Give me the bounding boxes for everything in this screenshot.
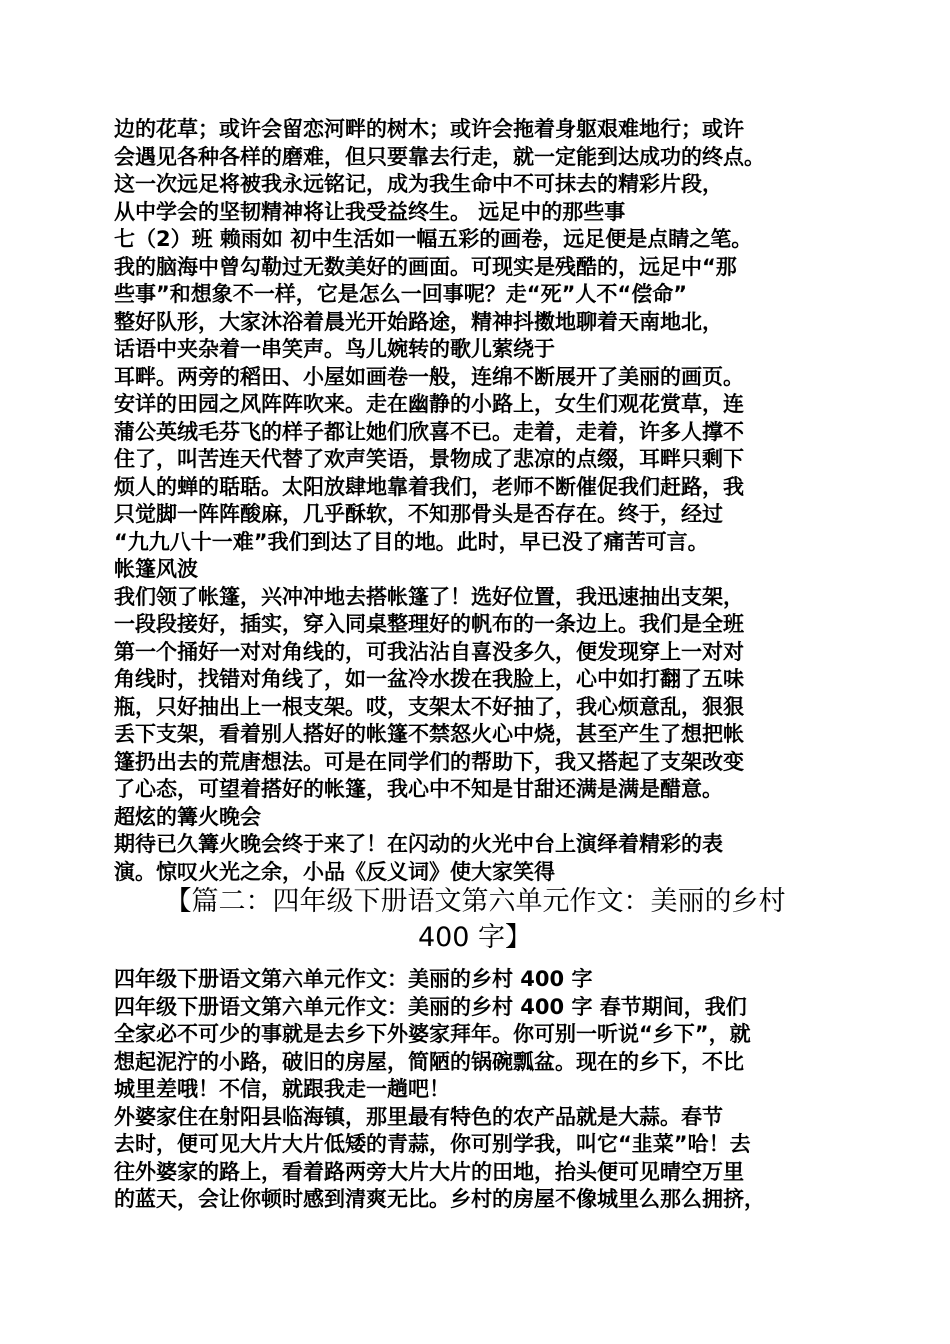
text-line: 的蓝天，会让你顿时感到清爽无比。乡村的房屋不像城里么那么拥挤，: [114, 1187, 765, 1211]
text-line: 丢下支架，看着别人搭好的帐篷不禁怒火心中烧，甚至产生了想把帐: [114, 722, 744, 746]
text-line: 话语中夹杂着一串笑声。鸟儿婉转的歌儿萦绕于: [114, 337, 555, 361]
text-line: 一段段接好，插实，穿入同桌整理好的帆布的一条边上。我们是全班: [114, 612, 744, 636]
text-line: 篷扔出去的荒唐想法。可是在同学们的帮助下，我又搭起了支架改变: [114, 749, 744, 774]
text-line: 只觉脚一阵阵酸麻，几乎酥软，不知那骨头是否存在。终于，经过: [114, 502, 723, 526]
text-line: 全家必不可少的事就是去乡下外婆家拜年。你可别一听说“乡下”，就: [114, 1022, 751, 1046]
text-line: 安详的田园之风阵阵吹来。走在幽静的小路上，女生们观花赏草，连: [114, 392, 744, 416]
text-line: 边的花草；或许会留恋河畔的树木；或许会拖着身躯艰难地行；或许: [114, 117, 744, 141]
text-line: 期待已久篝火晚会终于来了！在闪动的火光中台上演绎着精彩的表: [114, 832, 723, 856]
text-line: 蒲公英绒毛芬飞的样子都让她们欣喜不已。走着，走着，许多人撑不: [114, 419, 744, 444]
text-line: 去时，便可见大片大片低矮的青蒜，你可别学我，叫它“韭菜”哈！去: [114, 1132, 751, 1156]
text-line: 我们领了帐篷，兴冲冲地去搭帐篷了！选好位置，我迅速抽出支架，: [114, 584, 744, 609]
heading-line: 400 字】: [417, 922, 533, 953]
text-line: 这一次远足将被我永远铭记，成为我生命中不可抹去的精彩片段，: [114, 172, 723, 196]
text-line: 瓶，只好抽出上一根支架。哎，支架太不好抽了，我心烦意乱，狠狠: [114, 694, 744, 719]
text-line: “九九八十一难”我们到达了目的地。此时，早已没了痛苦可言。: [114, 529, 709, 554]
text-line: 第一个捅好一对对角线的，可我沾沾自喜没多久，便发现穿上一对对: [114, 639, 744, 664]
text-line: 从中学会的坚韧精神将让我受益终生。 远足中的那些事: [114, 199, 626, 224]
text-line: 会遇见各种各样的磨难，但只要靠去行走，就一定能到达成功的终点。: [114, 144, 765, 169]
text-line: 整好队形，大家沐浴着晨光开始路途，精神抖擞地聊着天南地北，: [114, 309, 723, 334]
text-line: 帐篷风波: [114, 557, 198, 581]
text-line: 角线时，找错对角线了，如一盆冷水拨在我脸上，心中如打翻了五味: [114, 667, 744, 691]
heading-line: 【篇二：四年级下册语文第六单元作文：美丽的乡村: [164, 886, 786, 917]
text-line: 七（2）班 赖雨如 初中生活如一幅五彩的画卷，远足便是点睛之笔。: [114, 227, 753, 251]
text-line: 外婆家住在射阳县临海镇，那里最有特色的农产品就是大蒜。春节: [114, 1104, 723, 1129]
text-line: 城里差哦！不信，就跟我走一趟吧！: [114, 1077, 450, 1101]
text-line: 烦人的蝉的聒聒。太阳放肆地靠着我们，老师不断催促我们赶路，我: [114, 474, 744, 499]
text-line: 耳畔。两旁的稻田、小屋如画卷一般，连绵不断展开了美丽的画页。: [114, 364, 744, 389]
text-line: 住了，叫苦连天代替了欢声笑语，景物成了悲凉的点缀，耳畔只剩下: [114, 447, 744, 471]
text-line: 超炫的篝火晚会: [114, 804, 261, 829]
essay-part-two: [114, 966, 840, 1214]
text-line: 了心态，可望着搭好的帐篷，我心中不知是甘甜还满是满是醋意。: [114, 777, 723, 801]
text-line: 四年级下册语文第六单元作文：美丽的乡村 400 字: [114, 967, 593, 991]
essay-part-one: [114, 116, 840, 886]
text-line: 我的脑海中曾勾勒过无数美好的画面。可现实是残酷的，远足中“那: [114, 254, 737, 279]
text-line: 演。惊叹火光之余，小品《反义词》使大家笑得: [114, 859, 555, 884]
text-line: 些事”和想象不一样，它是怎么一回事呢？走“死”人不“偿命”: [114, 282, 688, 306]
text-line: 想起泥泞的小路，破旧的房屋，简陋的锅碗瓢盆。现在的乡下，不比: [114, 1049, 744, 1074]
section-heading: [0, 884, 950, 956]
text-line: 往外婆家的路上，看着路两旁大片大片的田地，抬头便可见晴空万里: [114, 1159, 744, 1184]
text-line: 四年级下册语文第六单元作文：美丽的乡村 400 字 春节期间，我们: [114, 994, 747, 1019]
